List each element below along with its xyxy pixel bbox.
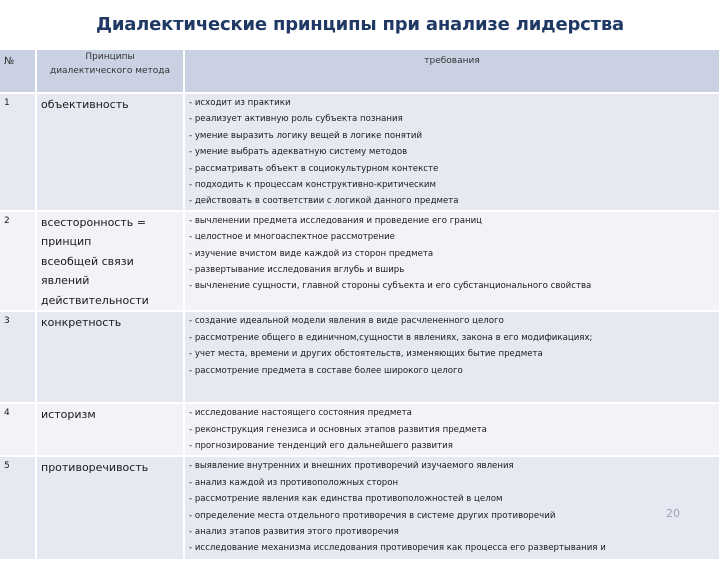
page-number: 20: [666, 507, 680, 520]
requirement-item: - рассмотрение общего в единичном,сущности в явлениях, закона в его модификациях;: [189, 332, 593, 343]
row-number: 1: [0, 93, 36, 211]
requirements-cell: [184, 456, 720, 560]
header-principles-line2: диалектического метода: [49, 66, 171, 76]
row-number: 5: [0, 456, 36, 560]
principle-text: действительности: [41, 293, 149, 307]
principle-text: принцип: [41, 235, 92, 249]
requirement-item: - анализ этапов развития этого противоречия: [189, 526, 399, 537]
principle-cell: [36, 211, 184, 312]
requirement-item: - учет места, времени и других обстоятельств, изменяющих бытие предмета: [189, 349, 543, 360]
principle-cell: [36, 403, 184, 456]
header-num: №: [0, 50, 36, 93]
row-number: 2: [0, 211, 36, 312]
requirement-item: - целостное и многоаспектное рассмотрение: [189, 232, 395, 243]
requirement-item: - развертывание исследования вглубь и вширь: [189, 265, 405, 276]
principle-cell: [36, 311, 184, 403]
requirements-cell: [184, 403, 720, 456]
principle-text: историзм: [41, 408, 96, 422]
principle-text: противоречивость: [41, 461, 149, 475]
requirement-item: - умение выразить логику вещей в логике понятий: [189, 130, 423, 141]
requirement-item: - определение места отдельного противоречия в системе других противоречий: [189, 510, 556, 521]
principles-table: [0, 50, 720, 561]
requirement-item: - исследование настоящего состояния предмета: [189, 408, 412, 419]
requirement-item: - исходит из практики: [189, 98, 291, 108]
principle-text: всесторонность =: [41, 215, 146, 229]
header-principles: [36, 50, 184, 93]
requirement-item: - рассматривать объект в социокультурном контексте: [189, 163, 439, 174]
principle-text: объективность: [41, 98, 129, 111]
principle-cell: [36, 93, 184, 211]
principle-cell: [36, 456, 184, 560]
requirement-item: - подходить к процессам конструктивно-критическим: [189, 180, 436, 191]
table-header: [0, 50, 720, 93]
table-row: [0, 211, 720, 312]
requirements-cell: [184, 311, 720, 403]
requirement-item: - создание идеальной модели явления в виде расчлененного целого: [189, 316, 504, 327]
requirement-item: - рассмотрение явления как единства противоположностей в целом: [189, 494, 503, 505]
table-row: [0, 456, 720, 560]
requirements-cell: [184, 93, 720, 211]
principle-text: явлений: [41, 274, 90, 288]
table-row: [0, 403, 720, 456]
requirement-item: - выявление внутренних и внешних противоречий изучаемого явления: [189, 461, 514, 472]
requirement-item: - действовать в соответствии с логикой данного предмета: [189, 196, 459, 207]
requirements-cell: [184, 211, 720, 312]
requirement-item: - изучение вчистом виде каждой из сторон предмета: [189, 248, 434, 259]
row-number: 4: [0, 403, 36, 456]
requirement-item: - вычленение сущности, главной стороны субъекта и его субстанционального свойства: [189, 281, 592, 292]
table-row: [0, 93, 720, 211]
requirement-item: - прогнозирование тенденций его дальнейшего развития: [189, 441, 453, 452]
requirement-item: - рассмотрение предмета в составе более широкого целого: [189, 365, 463, 376]
principle-text: всеобщей связи: [41, 254, 134, 268]
table-row: [0, 311, 720, 403]
requirement-item: - вычленении предмета исследования и проведение его границ: [189, 215, 483, 226]
requirement-item: - реализует активную роль субъекта познания: [189, 114, 403, 125]
header-requirements: требования: [184, 50, 720, 93]
header-principles-line1: Принципы: [85, 52, 135, 62]
table-body: [0, 93, 720, 560]
page-title: Диалектические принципы при анализе лидерства: [95, 14, 624, 35]
requirement-item: - анализ каждой из противоположных сторон: [189, 477, 399, 488]
requirement-item: - исследование механизма исследования противоречия как процесса его развертывания и: [189, 543, 606, 554]
requirement-item: - умение выбрать адекватную систему методов: [189, 147, 408, 158]
principle-text: конкретность: [41, 316, 122, 330]
requirement-item: - реконструкция генезиса и основных этапов развития предмета: [189, 424, 487, 435]
row-number: 3: [0, 311, 36, 403]
